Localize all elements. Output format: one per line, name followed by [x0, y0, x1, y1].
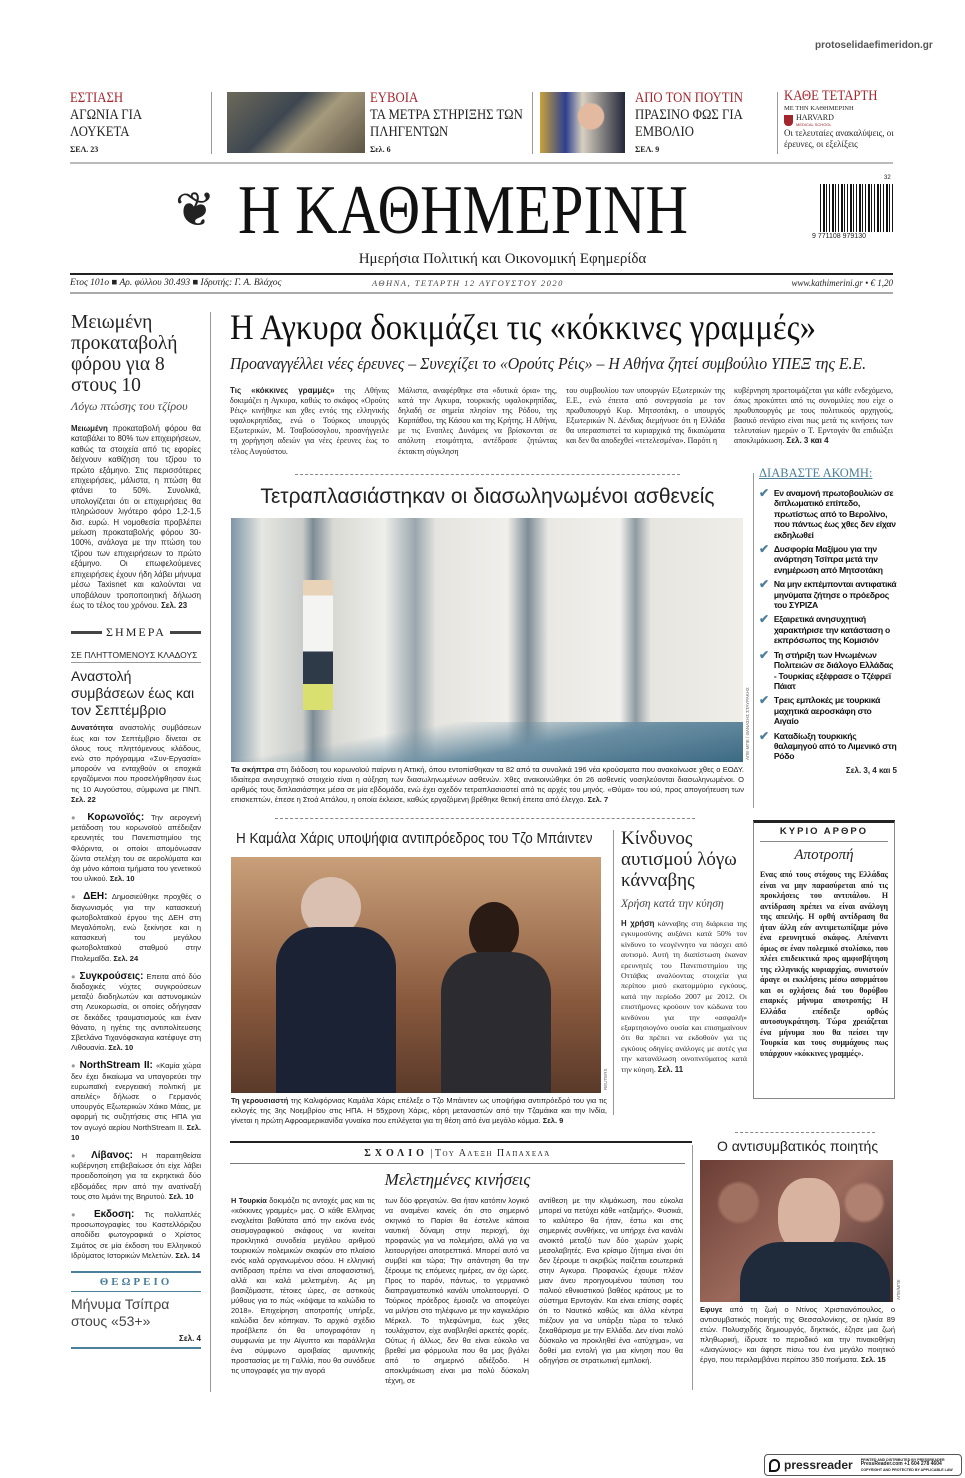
divider [295, 474, 680, 475]
masthead-title: Η ΚΑΘΗΜΕΡΙΝΗ [238, 172, 689, 249]
read-more-item[interactable] [759, 544, 897, 575]
teaser-evia[interactable] [370, 90, 528, 154]
page-ref: Σελ. 24 [113, 953, 139, 963]
checkmark-icon: ✔ [759, 728, 769, 743]
website-price: www.kathimerini.gr • € 1,20 [791, 278, 893, 288]
brief-item[interactable] [71, 813, 201, 884]
today-headline: Αναστολή συμβάσεων έως και τον Σεπτέμβριο [71, 668, 195, 719]
divider [613, 830, 614, 1115]
divider [692, 1145, 693, 1390]
poet-photo [700, 1160, 893, 1302]
lead-in: Μειωμένη [71, 424, 108, 433]
read-more-text: Τρεις εμπλοκές με τουρκικά μαχητικά αεροσκάφη στο Αιγαίο [773, 695, 881, 727]
comment-title[interactable]: Μελετημένες κινήσεις [384, 1170, 531, 1189]
page-ref: Σελ. 11 [657, 1064, 684, 1074]
today-body: αναστολής συμβάσεων έως και τον Σεπτέμβριο δίνεται σε όλους τους πληττόμενους κλάδους, ενώ στο πρόγραμμα «Συν-Εργασία» μπορούν να ενταχθούν οι εποχικά εργαζόμενοι που προσελήφθησαν έως τις 10 Αυγούστου, σύμφωνα με ΠΝΠ. [71, 723, 201, 794]
editorial-body: Ενας από τους στόχους της Ελλάδας είναι να μην παρασύρεται από τις προκλήσεις του αντιπάλου. Η αντίδραση πρέπει να είναι ανάλογη της απειλής. Η ορθή αντίδραση θα ήταν άλλη εάν αντιμετωπίζαμε μόνο ένα ερευνητικό σκάφος. Απέναντι όμως σε έναν πολεμικό στολίσκο, που πλέει επιδεικτικά προς αμφισβήτηση της ελληνικής κυριαρχίας, συνιστούν άραγε οι εκκλήσεις μέσω ασυρμάτου και οι οχλήσεις διά του θορύβου επαρκές μήνυμα αποτροπής; Η Ελλάδα επέδειξε ορθώς αυτοσυγκράτηση. Τώρα χρειάζεται ένα μήνυμα που θα πείσει την Τουρκία και τους συμμάχους πως υπάρχουν «κόκκινες γραμμές». [760, 870, 888, 1058]
read-more-text: Να μην εκπέμπονται αντιφατικά μηνύματα ζήτησε ο πρόεδρος του ΣΥΡΙΖΑ [773, 579, 897, 611]
tax-subhead: Λόγω πτώσης του τζίρου [71, 399, 188, 413]
lead-subhead: Προαναγγέλλει νέες έρευνες – Συνεχίζει το «Ορούτς Ρέις» – Η Αθήνα ζητεί συμβούλιο ΥΠΕΞ της Ε.Ε. [230, 354, 867, 373]
brief-text: Η παραιτηθείσα κυβέρνηση επιβεβαίωσε ότι είχε λάβει προειδοποίηση για τα εκρηκτικά δύο εβδομάδες πριν από την ανατίναξή τους στο λιμάνι της Βηρυτού. [71, 1151, 201, 1201]
lead-col: κυβέρνηση προετοιμάζεται για κάθε ενδεχόμενο, όπως προκύπτει από τις συνομιλίες που είχε ο πρωθυπουργός με τους πολιτικούς αρχηγούς, βασικό σενάριο είναι πως μετά τις κινήσεις των τελευταίων ημερών ο Τ. Ερντογάν θα επιδιώξει αποκλιμάκωση. [734, 386, 893, 446]
bullet-icon: ● [71, 971, 80, 981]
brief-text: «Καμία χώρα δεν έχει δικαίωμα να υπαγορεύει την ευρωπαϊκή ενεργειακή πολιτική με απειλές» δήλωσε ο Γερμανός υπουργός Εξωτερικών Χάικο Μάας, με αφορμή τις συζητήσεις στις ΗΠΑ για τον αγωγό αερίου NorthStream II. [71, 1061, 202, 1132]
lead-col: Μάλιστα, αναφέρθηκε στα «δυτικά όρια» της, κατά την Αγκυρα, τουρκικής υφαλοκρηπίδας, δηλαδή σε σημεία πλησίον της Ρόδου, της Καρπάθου, της Κάσου και της Κρήτης. Η Αθήνα, με τις Ενοπλες Δυνάμεις να βρίσκονται σε απόλυτη ετοιμότητα, αντέδρασε ζητώντας έκτακτη σύγκληση [398, 386, 557, 456]
page-ref: Σελ. 9 [542, 1116, 564, 1125]
brief-item[interactable] [71, 892, 201, 963]
divider [735, 1132, 875, 1133]
lead-headline[interactable]: Η Αγκυρα δοκιμάζει τις «κόκκινες γραμμές» [230, 307, 817, 347]
today-kicker: ΣΕ ΠΛΗΤΤΟΜΕΝΟΥΣ ΚΛΑΔΟΥΣ [71, 650, 201, 663]
checkmark-icon: ✔ [759, 577, 769, 592]
bullet-icon: ● [71, 1061, 80, 1071]
read-more-item[interactable] [759, 488, 897, 540]
read-more-item[interactable] [759, 614, 897, 645]
checkmark-icon: ✔ [759, 647, 769, 662]
poet-headline[interactable]: Ο αντισυμβατικός ποιητής [716, 1138, 879, 1154]
divider [70, 162, 893, 164]
masthead-subtitle: Ημερήσια Πολιτική και Οικονομική Εφημερίδα [358, 251, 647, 267]
teaser-sub: ΜΕ ΤΗΝ ΚΑΘΗΜΕΡΙΝΗ [784, 105, 854, 112]
issue-info: Ετος 101ο ■ Αρ. φύλλου 30.493 ■ Ιδρυτής: Γ. Α. Βλάχος [70, 278, 282, 288]
editorial-title: Αποτροπή [794, 847, 854, 863]
teaser-page: Σελ. 6 [370, 145, 391, 154]
covid-caption [231, 765, 744, 805]
barcode-issue: 32 [884, 175, 891, 181]
caption-text: στη διάδοση του κορωνοϊού παίρνει η Αττική, όπου εντοπίσθηκαν τα 82 από τα συνολικά 196 νέα κρούσματα που ανακοίνωσε χθες ο ΕΟΔΥ. Ιδιαίτερα ανησυχητικό στοιχείο είναι η αύξηση των διασωληνωμένων ασθενών. Χθες ανακοινώθηκε ότι 26 ασθενείς νοσηλεύονται διασωληνωμένοι. Ο αριθμός τους διπλασιάστηκε μέσα σε μία εβδομάδα, ενώ έχει σχεδόν τετραπλασιαστεί από τις αρχές του μηνός. «Θύμα» του ιού, προς απογοήτευση των επισκεπτών, έπεσε η Στοά Αττάλου, η οποία έκλεισε, καθώς εργαζόμενη βρέθηκε θετική έπειτα από έλεγχο. [231, 765, 745, 804]
covid-headline[interactable]: Τετραπλασιάστηκαν οι διασωληνωμένοι ασθενείς [260, 485, 715, 508]
page-ref: Σελ. 3 και 4 [786, 436, 829, 446]
griffin-logo-icon: ❦ [175, 182, 216, 238]
divider [230, 1163, 685, 1164]
tax-body: προκαταβολή φόρου θα καταβάλει το 80% των επιχειρήσεων, καθώς τα στοιχεία από τις εφορίες δείχνουν καθίζηση του τζίρου το πρώτο εξάμηνο. Στις περισσότερες επιχειρήσεις, μάλιστα, η πτώση θα φτάνει το 50%. Συνολικά, υπολογίζεται ότι οι επιχειρήσεις θα πληρώσουν λιγότερο φόρο 1,2-1,5 δισ. ευρώ. Η νομοθεσία προβλέπει μείωση προκαταβολής φόρου 30-100%, ανάλογα με την πτώση του τζίρου των επιχειρήσεων το πρώτο εξάμηνο. Οι επωφελούμενες επιχειρήσεις έχουν ήδη λάβει μήνυμα μέσω Taxisnet και καλούνται να υποβάλουν τροποποιητική δήλωση έως το τέλος του χρόνου. [71, 424, 201, 610]
evia-flood-photo [227, 92, 365, 153]
page-ref: Σελ. 22 [71, 794, 96, 804]
read-more-item[interactable] [759, 695, 897, 726]
divider [70, 292, 893, 294]
photo-credit: ΑΠΕ/ΜΠΕ [896, 1279, 901, 1300]
comment-col: των δύο φρεγατών. Θα ήταν κατόπιν λογικό να αναμένει κανείς ότι στο σημερινό σκηνικό το Παρίσι θα έστελνε κάποια ναυτική δύναμη στην περιοχή, όχι προφανώς για να πολεμήσει, αλλά για να λειτουργήσει αποτρεπτικά. Μπορεί αυτό να συμβεί και τώρα; Την απάντηση θα την ξέρουμε τις επόμενες ημέρες, αν όχι ώρες. Προς το παρόν, πάντως, το γερμανικό διαπραγματευτικό κανάλι υπολειτουργεί. Ο Τούρκος πρόεδρος έμοιαζε να αποφεύγει να μιλήσει στο τηλέφωνο με την καγκελάριο Μέρκελ. Το τηλεφώνημα, έως χθες τουλάχιστον, είχε αναβληθεί αρκετές φορές. Ούτως ή άλλως, δεν θα είναι εύκολο να βρεθεί μια φόρμουλα που θα μας βγάλει από το σημερινό αδιέξοδο. Η αποκλιμάκωση είναι μια πολύ δύσκολη τέχνη, σε [385, 1196, 529, 1385]
read-more-text: Τη στήριξη των Ηνωμένων Πολιτειών σε διάλογο Ελλάδας - Τουρκίας εξέφρασε ο Τζέφρεϊ Πάιατ [773, 649, 894, 691]
brief-key: Κορωνοϊός: [87, 811, 145, 823]
barcode-number: 9 771108 979130 [812, 233, 866, 240]
divider [753, 473, 754, 808]
read-more-text: Δυσφορία Μαξίμου για την ανάρτηση Τσίπρα μετά την ενημέρωση από Μητσοτάκη [773, 544, 883, 575]
read-more-item[interactable] [759, 579, 897, 610]
pressreader-badge[interactable] [764, 1454, 962, 1476]
woman-figure [303, 580, 333, 710]
teaser-title: ΑΓΩΝΙΑ ΓΙΑ ΛΟΥΚΕΤΑ [70, 107, 142, 140]
theoreio-headline: Μήνυμα Τσίπρα στους «53+» [71, 1296, 170, 1330]
teaser-putin[interactable] [635, 90, 773, 154]
teaser-page: ΣΕΛ. 9 [635, 145, 660, 154]
brief-item[interactable] [71, 1151, 201, 1202]
stoa-columns-photo [231, 518, 743, 762]
today-label: ΣΗΜΕΡΑ [106, 625, 166, 640]
brief-key: Λίβανος: [91, 1150, 133, 1162]
divider [777, 92, 778, 154]
lead-col: του συμβουλίου των υπουργών Εξωτερικών της Ε.Ε., ενώ έπειτα από συνεργασία με τον πρωθυπουργό Κυρ. Μητσοτάκη, ο υπουργός Εξωτερικών Ν. Δένδιας διεμήνυσε ότι η Ελλάδα θα υπερασπιστεί τα κυριαρχικά της δικαιώματα και δεν θα αποδεχθεί «τετελεσμένα». Παρότι η [566, 386, 725, 446]
pressreader-line: PressReader.com +1 604 278 4604 [860, 1461, 942, 1468]
harris-caption [231, 1096, 607, 1126]
brief-item[interactable] [71, 1061, 201, 1143]
lead-in: Εφυγε [700, 1305, 723, 1314]
tax-article[interactable] [71, 312, 201, 611]
teaser-title: ΠΡΑΣΙΝΟ ΦΩΣ ΓΙΑ ΕΜΒΟΛΙΟ [635, 107, 743, 140]
autism-headline: Κίνδυνος αυτισμού λόγω κάνναβης [621, 828, 737, 891]
teaser-kicker: ΚΑΘΕ ΤΕΤΑΡΤΗ [784, 88, 878, 104]
read-more-item[interactable] [759, 728, 897, 762]
teaser-harvard[interactable] [784, 88, 906, 149]
caption-text: της Καλιφόρνιας Καμάλα Χάρις επέλεξε ο Τζο Μπάιντεν ως υποψήφια αντιπρόεδρό του για τις εκλογές της 3ης Νοεμβρίου στις ΗΠΑ. Η 55χρονη Χάρις, κόρη μεταναστών από την Τζαμάικα και την Ινδία, γίνεται η πρώτη Αφροαμερικανίδα γυναίκα που επιλέγεται για τη θέση από ένα μεγάλο κόμμα. [231, 1096, 607, 1125]
bullet-icon: ● [71, 812, 88, 822]
photo-credit: REUTERS [603, 1068, 608, 1090]
page-ref: Σελ. 4 [179, 1334, 201, 1344]
tax-headline: Μειωμένη προκαταβολή φόρου για 8 στους 10 [71, 312, 178, 396]
issue-date: ΑΘΗΝΑ, ΤΕΤΑΡΤΗ 12 ΑΥΓΟΥΣΤΟΥ 2020 [372, 278, 564, 288]
barcode [820, 184, 893, 232]
read-more-title: ΔΙΑΒΑΣΤΕ ΑΚΟΜΗ: [759, 466, 873, 480]
page-ref: Σελ. 23 [161, 600, 188, 610]
divider [275, 818, 695, 819]
teaser-kicker: ΕΥΒΟΙΑ [370, 90, 419, 106]
today-header [71, 625, 201, 640]
teaser-page: ΣΕΛ. 23 [70, 145, 99, 154]
teaser-estiasi[interactable] [70, 90, 205, 154]
today-article[interactable] [71, 650, 201, 805]
harvard-logo: HARVARD [796, 113, 834, 122]
poet-caption [700, 1305, 895, 1365]
teaser-kicker: ΑΠΟ ΤΟΝ ΠΟΥΤΙΝ [635, 90, 743, 106]
editorial-box[interactable] [753, 820, 895, 1099]
bullet-icon: ● [71, 892, 84, 902]
bullet-icon: ● [71, 1151, 92, 1161]
page-ref: Σελ. 3, 4 και 5 [845, 765, 897, 775]
page-ref: Σελ. 15 [860, 1355, 886, 1364]
biden-harris-photo [231, 857, 601, 1093]
page-ref: Σελ. 14 [175, 1250, 201, 1260]
bullet-icon: ● [71, 1210, 94, 1220]
page-ref: Σελ. 10 [108, 1043, 134, 1053]
pressreader-line: COPYRIGHT AND PROTECTED BY APPLICABLE LAW [860, 1467, 953, 1472]
comment-col: δοκιμάζει τις αντοχές μας και τις «κόκκινες γραμμές» μας. Ο κάθε Ελληνας ενοχλείται βαθύτατα από την εικόνα ενός σεισμογραφικού σκάφους να κινείται προκλητικά συνοδεία μεγάλου αριθμού τουρκικών πολεμικών σκαφών στο πλαίσιο ενός καλά οργανωμένου σόου. Η ελληνική αντίδραση πρέπει να είναι αποφασιστική, αλλά και καλά μελετημένη. Ας μη βασιζόμαστε, τέτοιες ώρες, σε αστικούς μύθους για το πώς «κόψαμε τα καλώδια το 2018». Επιχείρηση αποτροπής υπήρξε, καλώδια δεν κόπηκαν. Το αρχικό σχέδιο προέβλεπε ότι θα υπογραφόταν η συμφωνία με την Αίγυπτο και παράλληλα ένα σύμφωνο αμοιβαίας αμυντικής προστασίας με τη Γαλλία, που θα συνόδευε τις υπογραφές για την αγορά [231, 1196, 375, 1375]
harvard-shield-icon [784, 115, 793, 126]
briefs-list [71, 813, 201, 1261]
caption-text: από τη ζωή ο Ντίνος Χριστιανόπουλος, ο αντισυμβατικός ποιητής της Θεσσαλονίκης, σε ηλικία 89 ετών. Πολυσχιδής δημιουργός, δηκτικός, έζησε μια ζωή πληθωρική, ίδρυσε το περιοδικό και την πινακοθήκη «Διαγώνιος» και άφησε πίσω του ένα μεγάλο ποιητικό έργο, που περιλαμβάνει περίπου 350 ποιήματα. [700, 1305, 895, 1364]
putin-photo [540, 92, 625, 153]
brief-text: Δημοσιεύθηκε προχθές ο διαγωνισμός για την κατασκευή φωτοβολταϊκού έργου της ΔΕΗ στη Μεγαλόπολη, ενώ ξεκίνησε και η κατασκευή του μεγάλου φωτοβολταϊκού σταθμού στην Πτολεμαΐδα. [71, 892, 201, 963]
harris-headline[interactable]: Η Καμάλα Χάρις υποψήφια αντιπρόεδρος του Τζο Μπάιντεν [236, 830, 593, 847]
harvard-logo-sub: MEDICAL SCHOOL [796, 122, 832, 127]
comment-author: Του Αλέξη Παπαχελά [434, 1148, 551, 1159]
lead-in: Τα σκήπτρα [231, 765, 275, 774]
lead-in: Η Τουρκία [231, 1196, 267, 1205]
pressreader-logo: pressreader [784, 1458, 853, 1472]
divider [211, 92, 212, 154]
comment-label: ΣΧΟΛΙΟ [364, 1148, 428, 1159]
comment-header: ΣΧΟΛΙΟ | Του Αλέξη Παπαχελά [364, 1148, 551, 1159]
theoreio-box[interactable] [71, 1271, 201, 1349]
pressreader-logo-icon [769, 1459, 780, 1472]
checkmark-icon: ✔ [759, 693, 769, 708]
read-more-item[interactable] [759, 647, 897, 692]
lead-in: Τη γερουσιαστή [231, 1096, 289, 1105]
pressreader-line: PRINTED AND DISTRIBUTED BY PRESSREADER [860, 1457, 945, 1462]
teaser-kicker: ΕΣΤΙΑΣΗ [70, 90, 124, 106]
brief-text: Τις πολλαπλές προσωπογραφίες του Καστελλόριζου αποδίδει φωτογραφικά ο Χρίστος Σιμάτος σε μία έκδοση του Ελληνικού Ιδρύματος Ιστορικών Μελετών. [71, 1210, 201, 1260]
watermark: protoselidaefimeridon.gr [815, 40, 933, 51]
editorial-label: ΚΥΡΙΟ ΑΡΘΡΟ [760, 826, 888, 842]
lead-col: της Αθήνας δοκιμάζει η Αγκυρα, καθώς το σκάφος «Ορούτς Ρέις» κινήθηκε και χθες εντός της ελληνικής υφαλοκρηπίδας, ενώ ο Τούρκος υπουργός Εξωτερικών, Μ. Τσαβούσογλου, προανήγγειλε τη χορήγηση αδειών για νέες έρευνες έως το τέλος Αυγούστου. [230, 386, 389, 456]
brief-item[interactable] [71, 972, 201, 1054]
checkmark-icon: ✔ [759, 612, 769, 627]
page-ref: Σελ. 10 [71, 1122, 201, 1142]
page-ref: Σελ. 10 [109, 874, 135, 884]
page-ref: Σελ. 10 [168, 1191, 194, 1201]
lead-body [230, 386, 893, 457]
read-more-text: Καταδίωξη τουρκικής θαλαμηγού από το Λιμενικό στη Ρόδο [773, 730, 897, 762]
autism-body: κάνναβης στη διάρκεια της εγκυμοσύνης αυξάνει κατά 50% τον κίνδυνο το νεογέννητο να πάσχει από αυτισμό. Αυτή τη διαπίστωση έκαναν ερευνητές του Πανεπιστημίου της Οττάβας αναλύοντας στοιχεία για περίπου μισό εκατομμύριο εγκύους, κατά την περίοδο 2007 με 2012. Οι επιστήμονες κρούουν τον κώδωνα του κινδύνου για την «ασφαλή» εξαρτησιογόνο ουσία και επισημαίνουν ότι θα πρέπει να εκδοθούν για τις εγκύους οδηγίες ανάλογες με αυτές για την κατανάλωση οινοπνεύματος κατά την κύηση. [621, 919, 747, 1074]
comment-body [231, 1196, 683, 1386]
read-more-text: Εξαιρετικά ανησυχητική χαρακτήρισε την κατάσταση ο εκπρόσωπος της Κομισιόν [773, 614, 890, 646]
photo-credit: ΑΠΕ-ΜΠΕ / ΘΑΝΑΣΗΣ ΣΤΑΥΡΑΚΗΣ [745, 687, 750, 760]
brief-key: NorthStream II: [79, 1060, 153, 1072]
brief-text: Την αερογενή μετάδοση του κορωνοϊού απέδειξαν ερευνητές του Πανεπιστημίου της Φλόριντα, οι οποίοι απομόνωσαν ζώντα στελέχη του σε αερολύματα και όχι μόνο κάποια τμήματα του γενετικού του υλικού. [71, 812, 201, 884]
read-more-text: Εν αναμονή πρωτοβουλιών σε διπλωματικό επίπεδο, πρωτίστως από το Βερολίνο, που πάντως έως χθες δεν είχαν εκδηλωθεί [773, 488, 896, 540]
checkmark-icon: ✔ [759, 486, 769, 500]
brief-key: ΔΕΗ: [83, 891, 108, 903]
brief-key: Συγκρούσεις: [79, 970, 144, 982]
teaser-title: ΤΑ ΜΕΤΡΑ ΣΤΗΡΙΞΗΣ ΤΩΝ ΠΛΗΓΕΝΤΩΝ [370, 107, 523, 140]
read-more [759, 466, 897, 776]
comment-col: αντίθεση με την κλιμάκωση, που εύκολα μπορεί να πετύχει κάθε «ατζαμής». Φυσικά, το καλύτερο θα ήταν, έστω και στις σημερινές συνθήκες, να υπήρχε ένα κανάλι ανοικτό μεταξύ των δύο χωρών χωρίς μεσολαβητές. Ενα κρίσιμο ζήτημα είναι ότι δεν ξέρουμε τι ακριβώς παίζεται εσωτερικά στην Αγκυρα. Προφανώς έχουμε πλέον μιαν άνευ προηγουμένου ταύτιση του παλιού εθνικιστικού βαθέος κράτους με το σύστημα Ερντογάν. Και είναι επίσης σαφές ότι το Ναυτικό καθώς και άλλα κέντρα πιέζουν για να υπάρξει τώρα το τελικό ξεκαθάρισμα με την Ελλάδα. Δεν είναι πολύ δύσκολο να προκληθεί ένα «ατύχημα», να δοθεί μια εντολή για μια κίνηση που θα οδηγήσει σε στρατιωτική εμπλοκή. [539, 1196, 683, 1365]
brief-text: Επειτα από δύο διαδοχικές νύχτες συγκρούσεων μεταξύ διαδηλωτών και αστυνομικών στη Λευκορωσία, οι οποίες οδήγησαν σε δεκάδες τραυματισμούς και έναν θάνατο, η ηγέτις της αντιπολίτευσης Σβετλάνα Τιχανόφσκαγια κατέφυγε στη Λιθουανία. [71, 971, 201, 1053]
column-divider [210, 312, 211, 1392]
page-ref: Σελ. 7 [587, 795, 609, 804]
divider [532, 92, 533, 154]
brief-key: Εκδοση: [93, 1209, 135, 1221]
lead-in: Η χρήση [621, 919, 655, 928]
checkmark-icon: ✔ [759, 542, 769, 557]
lead-in: Τις «κόκκινες γραμμές» [230, 386, 335, 395]
theoreio-label: ΘΕΩΡΕΙΟ [71, 1273, 201, 1292]
divider [230, 1141, 692, 1143]
left-column [71, 312, 201, 1349]
brief-item[interactable] [71, 1210, 201, 1261]
divider [70, 273, 893, 275]
lead-in: Δυνατότητα [71, 723, 113, 733]
teaser-title: Οι τελευταίες ανακαλύψεις, οι έρευνες, οι εξελίξεις [784, 128, 894, 149]
autism-article[interactable] [621, 828, 747, 1075]
autism-subhead: Χρήση κατά την κύηση [621, 898, 724, 910]
